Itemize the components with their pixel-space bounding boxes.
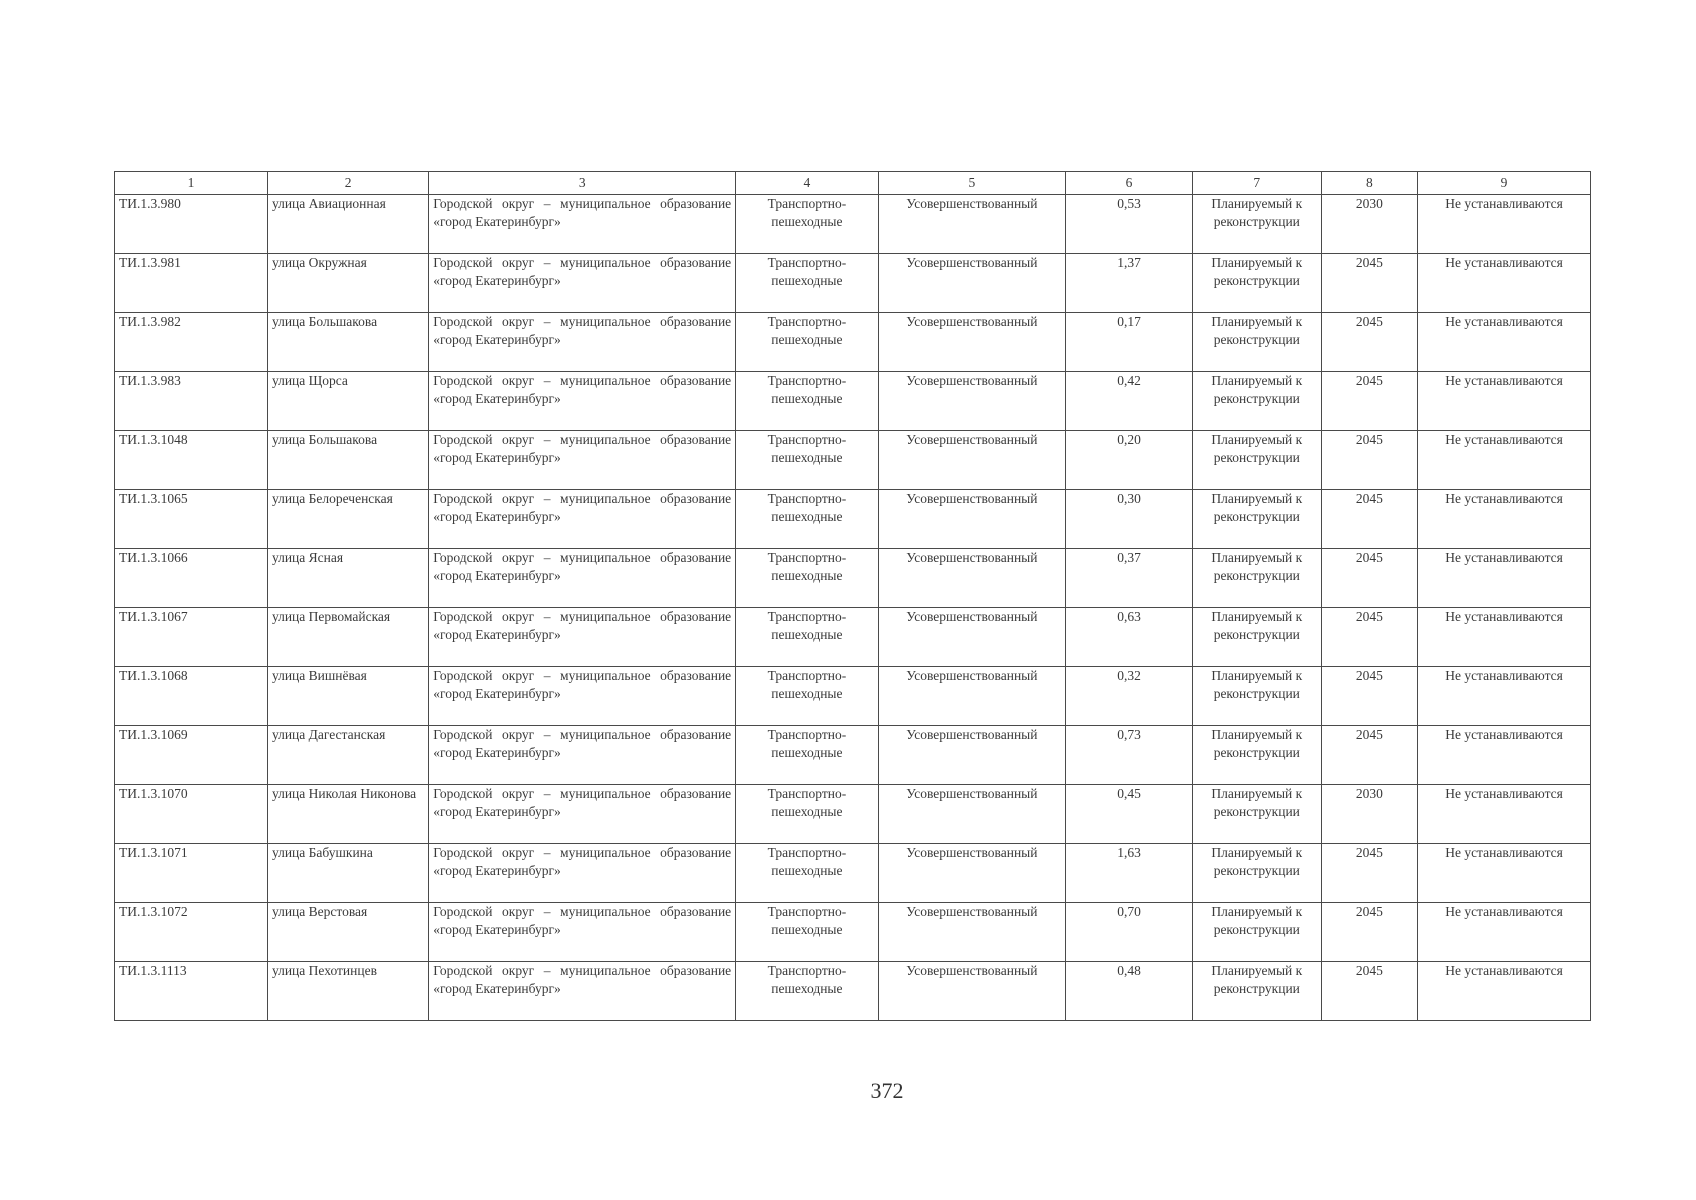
header-row [115, 172, 1591, 195]
cell-length: 0,30 [1066, 490, 1193, 549]
cell-id: ТИ.1.3.1071 [115, 844, 268, 903]
cell-id: ТИ.1.3.1067 [115, 608, 268, 667]
cell-year: 2045 [1321, 490, 1417, 549]
cell-coverage: Усовершенствованный [878, 254, 1066, 313]
column-header: 7 [1192, 172, 1321, 195]
cell-status: Планируемый к реконструкции [1192, 431, 1321, 490]
cell-type: Транспортно-пешеходные [736, 431, 878, 490]
table-row [115, 431, 1591, 490]
cell-year: 2045 [1321, 844, 1417, 903]
cell-status: Планируемый к реконструкции [1192, 667, 1321, 726]
cell-type: Транспортно-пешеходные [736, 667, 878, 726]
column-header: 1 [115, 172, 268, 195]
cell-zones: Не устанавливаются [1418, 903, 1591, 962]
column-header: 9 [1418, 172, 1591, 195]
cell-id: ТИ.1.3.1048 [115, 431, 268, 490]
cell-type: Транспортно-пешеходные [736, 726, 878, 785]
column-header: 5 [878, 172, 1066, 195]
cell-municipality: Городской округ – муниципальное образование «город Екатеринбург» [429, 962, 736, 1021]
cell-year: 2045 [1321, 667, 1417, 726]
cell-type: Транспортно-пешеходные [736, 254, 878, 313]
cell-status: Планируемый к реконструкции [1192, 549, 1321, 608]
cell-street: улица Дагестанская [267, 726, 428, 785]
cell-municipality: Городской округ – муниципальное образование «город Екатеринбург» [429, 903, 736, 962]
table-row [115, 608, 1591, 667]
cell-coverage: Усовершенствованный [878, 372, 1066, 431]
cell-zones: Не устанавливаются [1418, 431, 1591, 490]
cell-zones: Не устанавливаются [1418, 726, 1591, 785]
cell-year: 2030 [1321, 195, 1417, 254]
cell-length: 0,70 [1066, 903, 1193, 962]
cell-zones: Не устанавливаются [1418, 195, 1591, 254]
cell-length: 0,32 [1066, 667, 1193, 726]
cell-coverage: Усовершенствованный [878, 313, 1066, 372]
cell-coverage: Усовершенствованный [878, 903, 1066, 962]
cell-length: 0,45 [1066, 785, 1193, 844]
cell-type: Транспортно-пешеходные [736, 903, 878, 962]
cell-zones: Не устанавливаются [1418, 372, 1591, 431]
cell-zones: Не устанавливаются [1418, 962, 1591, 1021]
cell-id: ТИ.1.3.1070 [115, 785, 268, 844]
cell-year: 2045 [1321, 962, 1417, 1021]
table-row [115, 254, 1591, 313]
cell-status: Планируемый к реконструкции [1192, 254, 1321, 313]
cell-municipality: Городской округ – муниципальное образование «город Екатеринбург» [429, 431, 736, 490]
cell-zones: Не устанавливаются [1418, 667, 1591, 726]
column-header: 6 [1066, 172, 1193, 195]
cell-type: Транспортно-пешеходные [736, 962, 878, 1021]
table-row [115, 903, 1591, 962]
table-row [115, 726, 1591, 785]
cell-id: ТИ.1.3.983 [115, 372, 268, 431]
table-row [115, 785, 1591, 844]
cell-id: ТИ.1.3.1069 [115, 726, 268, 785]
cell-coverage: Усовершенствованный [878, 785, 1066, 844]
cell-id: ТИ.1.3.982 [115, 313, 268, 372]
cell-type: Транспортно-пешеходные [736, 608, 878, 667]
cell-zones: Не устанавливаются [1418, 254, 1591, 313]
table-row [115, 313, 1591, 372]
cell-year: 2045 [1321, 549, 1417, 608]
cell-status: Планируемый к реконструкции [1192, 490, 1321, 549]
cell-municipality: Городской округ – муниципальное образование «город Екатеринбург» [429, 372, 736, 431]
cell-year: 2030 [1321, 785, 1417, 844]
cell-type: Транспортно-пешеходные [736, 844, 878, 903]
cell-length: 0,37 [1066, 549, 1193, 608]
cell-street: улица Ясная [267, 549, 428, 608]
cell-status: Планируемый к реконструкции [1192, 903, 1321, 962]
cell-type: Транспортно-пешеходные [736, 195, 878, 254]
cell-length: 1,37 [1066, 254, 1193, 313]
cell-coverage: Усовершенствованный [878, 726, 1066, 785]
table-body [115, 195, 1591, 1021]
column-header: 2 [267, 172, 428, 195]
cell-municipality: Городской округ – муниципальное образование «город Екатеринбург» [429, 726, 736, 785]
cell-status: Планируемый к реконструкции [1192, 372, 1321, 431]
cell-status: Планируемый к реконструкции [1192, 313, 1321, 372]
cell-type: Транспортно-пешеходные [736, 549, 878, 608]
table-row [115, 372, 1591, 431]
cell-length: 0,20 [1066, 431, 1193, 490]
cell-year: 2045 [1321, 313, 1417, 372]
cell-street: улица Бабушкина [267, 844, 428, 903]
cell-zones: Не устанавливаются [1418, 785, 1591, 844]
cell-length: 0,42 [1066, 372, 1193, 431]
cell-status: Планируемый к реконструкции [1192, 962, 1321, 1021]
cell-street: улица Окружная [267, 254, 428, 313]
column-header: 3 [429, 172, 736, 195]
cell-zones: Не устанавливаются [1418, 490, 1591, 549]
cell-street: улица Щорса [267, 372, 428, 431]
cell-street: улица Верстовая [267, 903, 428, 962]
cell-type: Транспортно-пешеходные [736, 490, 878, 549]
cell-street: улица Вишнёвая [267, 667, 428, 726]
cell-id: ТИ.1.3.1065 [115, 490, 268, 549]
cell-municipality: Городской округ – муниципальное образование «город Екатеринбург» [429, 785, 736, 844]
cell-zones: Не устанавливаются [1418, 844, 1591, 903]
cell-municipality: Городской округ – муниципальное образование «город Екатеринбург» [429, 608, 736, 667]
cell-municipality: Городской округ – муниципальное образование «город Екатеринбург» [429, 195, 736, 254]
page-number: 372 [870, 1078, 904, 1103]
roads-table [114, 171, 1591, 1021]
table-row [115, 844, 1591, 903]
cell-year: 2045 [1321, 903, 1417, 962]
cell-street: улица Николая Никонова [267, 785, 428, 844]
cell-municipality: Городской округ – муниципальное образование «город Екатеринбург» [429, 844, 736, 903]
cell-street: улица Авиационная [267, 195, 428, 254]
table-row [115, 490, 1591, 549]
cell-coverage: Усовершенствованный [878, 490, 1066, 549]
cell-length: 0,53 [1066, 195, 1193, 254]
cell-zones: Не устанавливаются [1418, 313, 1591, 372]
cell-municipality: Городской округ – муниципальное образование «город Екатеринбург» [429, 313, 736, 372]
cell-coverage: Усовершенствованный [878, 608, 1066, 667]
cell-coverage: Усовершенствованный [878, 962, 1066, 1021]
table-row [115, 962, 1591, 1021]
cell-coverage: Усовершенствованный [878, 195, 1066, 254]
table-row [115, 667, 1591, 726]
table-row [115, 195, 1591, 254]
cell-length: 0,73 [1066, 726, 1193, 785]
cell-municipality: Городской округ – муниципальное образование «город Екатеринбург» [429, 254, 736, 313]
cell-length: 0,17 [1066, 313, 1193, 372]
cell-id: ТИ.1.3.1068 [115, 667, 268, 726]
cell-year: 2045 [1321, 431, 1417, 490]
cell-status: Планируемый к реконструкции [1192, 726, 1321, 785]
cell-street: улица Белореченская [267, 490, 428, 549]
cell-municipality: Городской округ – муниципальное образование «город Екатеринбург» [429, 549, 736, 608]
cell-year: 2045 [1321, 726, 1417, 785]
cell-status: Планируемый к реконструкции [1192, 844, 1321, 903]
cell-street: улица Первомайская [267, 608, 428, 667]
cell-length: 1,63 [1066, 844, 1193, 903]
cell-length: 0,63 [1066, 608, 1193, 667]
cell-length: 0,48 [1066, 962, 1193, 1021]
column-header: 4 [736, 172, 878, 195]
cell-id: ТИ.1.3.980 [115, 195, 268, 254]
cell-id: ТИ.1.3.1066 [115, 549, 268, 608]
column-header: 8 [1321, 172, 1417, 195]
cell-year: 2045 [1321, 372, 1417, 431]
cell-street: улица Пехотинцев [267, 962, 428, 1021]
cell-id: ТИ.1.3.981 [115, 254, 268, 313]
cell-id: ТИ.1.3.1113 [115, 962, 268, 1021]
cell-coverage: Усовершенствованный [878, 549, 1066, 608]
cell-type: Транспортно-пешеходные [736, 372, 878, 431]
cell-coverage: Усовершенствованный [878, 431, 1066, 490]
cell-zones: Не устанавливаются [1418, 608, 1591, 667]
cell-street: улица Большакова [267, 313, 428, 372]
cell-coverage: Усовершенствованный [878, 667, 1066, 726]
cell-status: Планируемый к реконструкции [1192, 785, 1321, 844]
cell-municipality: Городской округ – муниципальное образование «город Екатеринбург» [429, 667, 736, 726]
cell-status: Планируемый к реконструкции [1192, 608, 1321, 667]
cell-type: Транспортно-пешеходные [736, 313, 878, 372]
cell-street: улица Большакова [267, 431, 428, 490]
cell-type: Транспортно-пешеходные [736, 785, 878, 844]
cell-status: Планируемый к реконструкции [1192, 195, 1321, 254]
cell-year: 2045 [1321, 608, 1417, 667]
cell-coverage: Усовершенствованный [878, 844, 1066, 903]
cell-id: ТИ.1.3.1072 [115, 903, 268, 962]
cell-municipality: Городской округ – муниципальное образование «город Екатеринбург» [429, 490, 736, 549]
cell-zones: Не устанавливаются [1418, 549, 1591, 608]
cell-year: 2045 [1321, 254, 1417, 313]
table-row [115, 549, 1591, 608]
